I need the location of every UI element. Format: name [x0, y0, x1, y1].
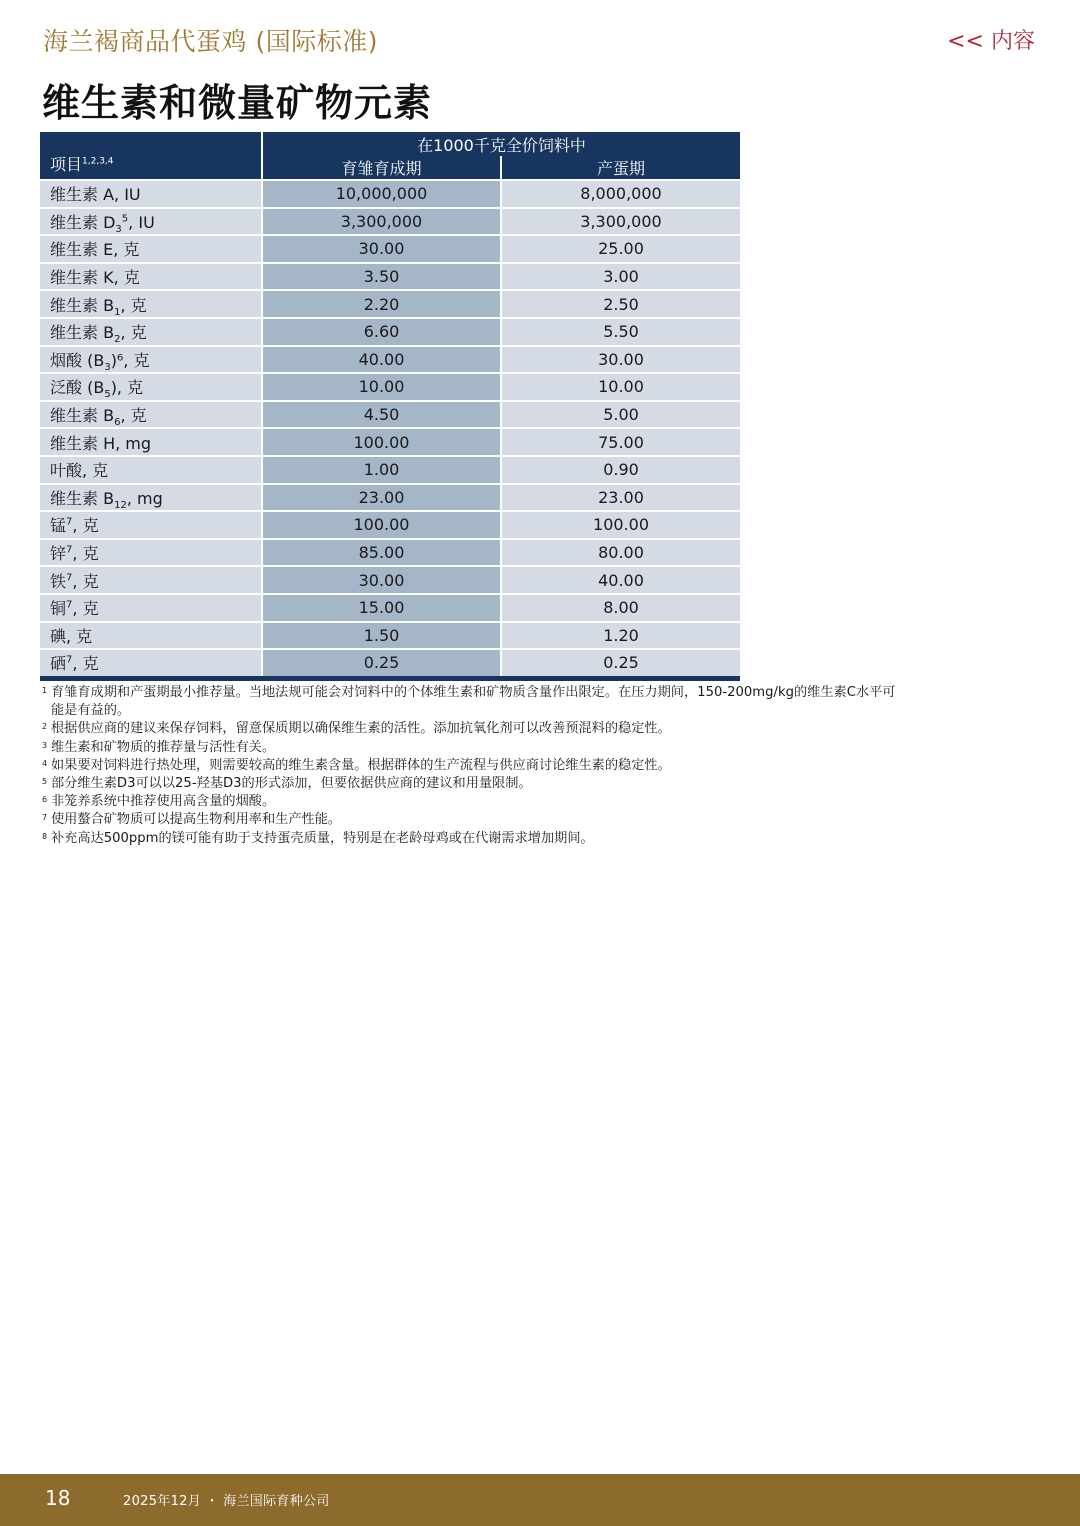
grower-value: 100.00 — [262, 511, 501, 539]
nutrient-name: 锰$^7$, 克 — [40, 511, 262, 539]
footnotes — [42, 684, 902, 848]
grower-value: 1.00 — [262, 456, 501, 484]
layer-value: 0.90 — [501, 456, 740, 484]
grower-value: 3,300,000 — [262, 208, 501, 236]
footnote: 4 如果要对饲料进行热处理，则需要较高的维生素含量。根据群体的生产流程与供应商讨论维生素的稳定性。 — [42, 757, 671, 773]
layer-value: 23.00 — [501, 484, 740, 512]
footnote: 7 使用螯合矿物质可以提高生物利用率和生产性能。 — [42, 812, 342, 828]
table-row — [40, 484, 740, 512]
layer-value: 10.00 — [501, 373, 740, 401]
layer-value: 3,300,000 — [501, 208, 740, 236]
nutrient-name: 铜$^7$, 克 — [40, 594, 262, 622]
nutrient-name: 维生素 $B_1$, 克 — [40, 290, 262, 318]
table-row — [40, 290, 740, 318]
nutrient-name: 碘, 克 — [40, 622, 262, 650]
layer-value: 1.20 — [501, 622, 740, 650]
nutrient-name: 维生素 A, IU — [40, 180, 262, 208]
footnote: 6 非笼养系统中推荐使用高含量的烟酸。 — [42, 794, 276, 810]
layer-value: 3.00 — [501, 263, 740, 291]
nutrient-name: 维生素 H, mg — [40, 428, 262, 456]
grower-value: 15.00 — [262, 594, 501, 622]
document-title: 海兰褐商品代蛋鸡 (国际标准) — [43, 27, 378, 56]
nutrient-name: 铁$^7$, 克 — [40, 566, 262, 594]
footer-bar — [0, 1474, 1080, 1526]
nutrient-name: 泛酸 $(B_5)$, 克 — [40, 373, 262, 401]
table-row — [40, 428, 740, 456]
nutrient-name: 锌$^7$, 克 — [40, 539, 262, 567]
grower-value: 30.00 — [262, 235, 501, 263]
table-row — [40, 456, 740, 484]
layer-value: 5.00 — [501, 401, 740, 429]
contents-link[interactable]: << 内容 — [947, 29, 1035, 54]
nutrient-name: 维生素 K, 克 — [40, 263, 262, 291]
table-row — [40, 235, 740, 263]
table-row — [40, 346, 740, 374]
table-row — [40, 180, 740, 208]
grower-value: 30.00 — [262, 566, 501, 594]
grower-value: 4.50 — [262, 401, 501, 429]
footer-meta: 2025年12月 ・ 海兰国际育种公司 — [123, 1494, 330, 1509]
grower-value: 2.20 — [262, 290, 501, 318]
table-row — [40, 401, 740, 429]
feed-group-header: 在1000千克全价饲料中 — [262, 132, 740, 156]
nutrient-name: 烟酸 $(B_3)^6$, 克 — [40, 346, 262, 374]
grower-value: 23.00 — [262, 484, 501, 512]
grower-value: 6.60 — [262, 318, 501, 346]
grower-value: 10,000,000 — [262, 180, 501, 208]
vitamin-mineral-table — [40, 132, 740, 681]
layer-value: 8,000,000 — [501, 180, 740, 208]
table-row — [40, 208, 740, 236]
nutrient-name: 叶酸, 克 — [40, 456, 262, 484]
footnote: 5 部分维生素D3可以以25-羟基D3的形式添加，但要依据供应商的建议和用量限制。 — [42, 776, 532, 792]
grower-value: 100.00 — [262, 428, 501, 456]
grower-column-header: 育雏育成期 — [262, 156, 501, 180]
layer-column-header: 产蛋期 — [501, 156, 740, 180]
nutrient-name: 维生素 E, 克 — [40, 235, 262, 263]
table-row — [40, 539, 740, 567]
footnote: 1 育雏育成期和产蛋期最小推荐量。当地法规可能会对饲料中的个体维生素和矿物质含量作出限定。在压力期间，150-200mg/kg的维生素C水平可能是有益的。 — [42, 685, 896, 719]
table-row — [40, 649, 740, 678]
layer-value: 2.50 — [501, 290, 740, 318]
table-row — [40, 263, 740, 291]
table-row — [40, 594, 740, 622]
grower-value: 1.50 — [262, 622, 501, 650]
layer-value: 40.00 — [501, 566, 740, 594]
table-body — [40, 180, 740, 678]
table-row — [40, 373, 740, 401]
nutrient-name: 维生素 $B_{12}$, mg — [40, 484, 262, 512]
layer-value: 25.00 — [501, 235, 740, 263]
table-row — [40, 511, 740, 539]
layer-value: 80.00 — [501, 539, 740, 567]
grower-value: 40.00 — [262, 346, 501, 374]
grower-value: 0.25 — [262, 649, 501, 678]
footnote: 3 维生素和矿物质的推荐量与活性有关。 — [42, 739, 276, 755]
grower-value: 3.50 — [262, 263, 501, 291]
layer-value: 0.25 — [501, 649, 740, 678]
layer-value: 5.50 — [501, 318, 740, 346]
footnote: 8 补充高达500ppm的镁可能有助于支持蛋壳质量，特别是在老龄母鸡或在代谢需求增加期间。 — [42, 830, 594, 846]
table-row — [40, 318, 740, 346]
item-column-header: 项目$^{1,2,3,4}$ — [40, 132, 262, 180]
layer-value: 8.00 — [501, 594, 740, 622]
grower-value: 85.00 — [262, 539, 501, 567]
nutrient-name: 维生素 $B_6$, 克 — [40, 401, 262, 429]
layer-value: 75.00 — [501, 428, 740, 456]
grower-value: 10.00 — [262, 373, 501, 401]
nutrient-name: 硒$^7$, 克 — [40, 649, 262, 678]
nutrient-name: 维生素 $B_2$, 克 — [40, 318, 262, 346]
layer-value: 30.00 — [501, 346, 740, 374]
page-number: 18 — [45, 1486, 71, 1510]
layer-value: 100.00 — [501, 511, 740, 539]
nutrient-name: 维生素 $D_3^5$, IU — [40, 208, 262, 236]
table-row — [40, 566, 740, 594]
table-row — [40, 622, 740, 650]
page-heading: 维生素和微量矿物元素 — [42, 81, 433, 125]
footnote: 2 根据供应商的建议来保存饲料，留意保质期以确保维生素的活性。添加抗氧化剂可以改善预混料的稳定性。 — [42, 721, 671, 737]
